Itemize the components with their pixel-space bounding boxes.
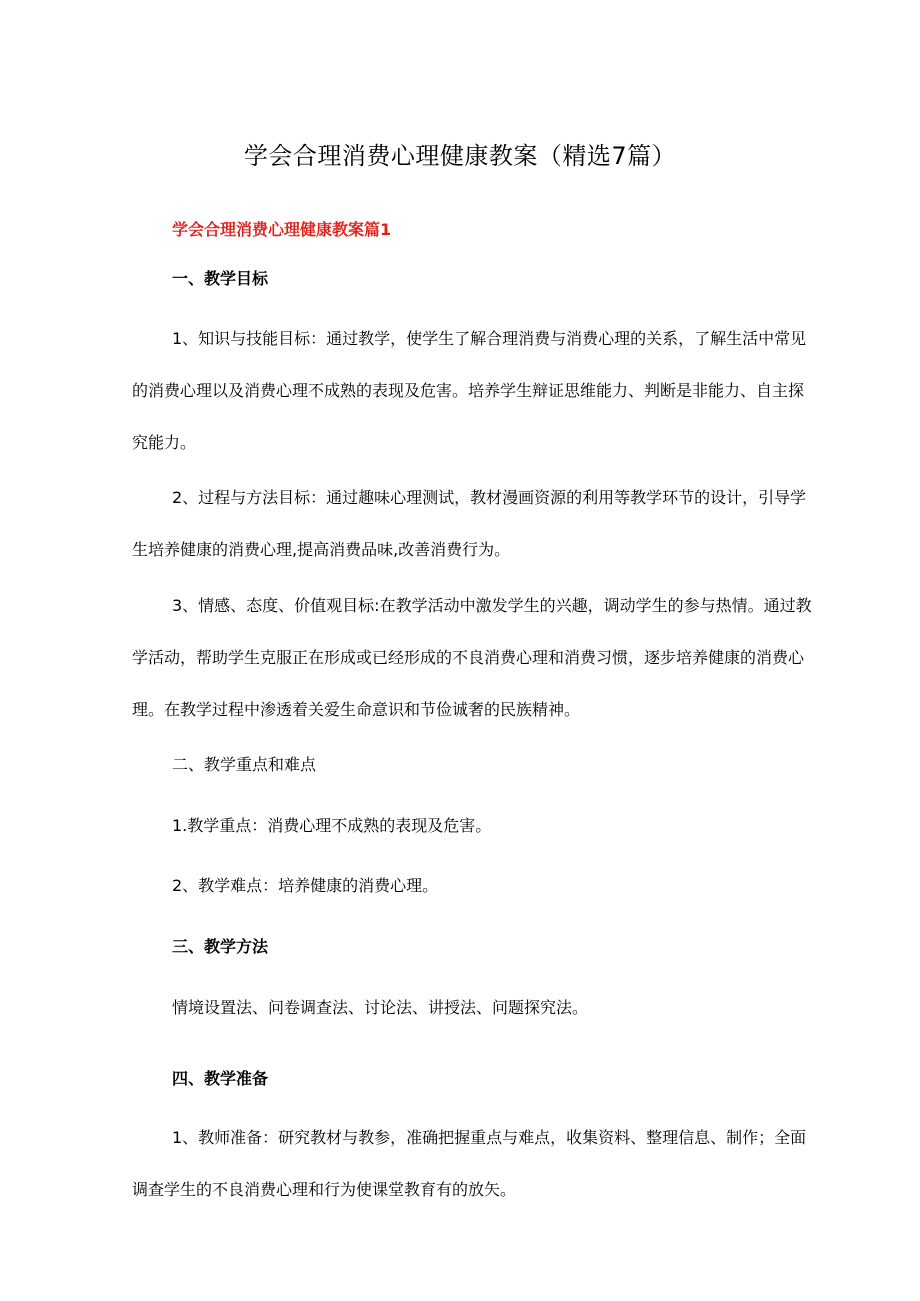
paragraph-teacher-preparation: 1、教师准备：研究教材与教参，准确把握重点与难点，收集资料、整理信息、制作；全面调查学生的不良消费心理和行为使课堂教育有的放矢。 (132, 1128, 807, 1199)
heading-teaching-methods: 三、教学方法 (172, 937, 269, 956)
heading-teaching-goals: 一、教学目标 (172, 269, 269, 288)
paragraph-emotion-goal: 3、情感、态度、价值观目标:在教学活动中激发学生的兴趣，调动学生的参与热情。通过教学活动，帮助学生克服正在形成或已经形成的不良消费心理和消费习惯，逐步培养健康的消费心理。在教学过程中渗透着关爱生命意识和节俭诚奢的民族精神。 (132, 596, 812, 719)
line-key-point: 1.教学重点：消费心理不成熟的表现及危害。 (172, 816, 492, 835)
heading-key-points: 二、教学重点和难点 (172, 755, 317, 774)
document-title: 学会合理消费心理健康教案（精选7篇） (243, 142, 677, 170)
paragraph-process-goal: 2、过程与方法目标：通过趣味心理测试，教材漫画资源的利用等教学环节的设计，引导学生培养健康的消费心理,提高消费品味,改善消费行为。 (132, 488, 807, 559)
line-methods: 情境设置法、问卷调查法、讨论法、讲授法、问题探究法。 (172, 998, 589, 1017)
paragraph-knowledge-goal: 1、知识与技能目标：通过教学，使学生了解合理消费与消费心理的关系，了解生活中常见的消费心理以及消费心理不成熟的表现及危害。培养学生辩证思维能力、判断是非能力、自主探究能力。 (132, 329, 807, 452)
section-title: 学会合理消费心理健康教案篇1 (172, 220, 392, 239)
heading-teaching-preparation: 四、教学准备 (172, 1069, 269, 1088)
line-difficulty: 2、教学难点：培养健康的消费心理。 (172, 876, 439, 895)
